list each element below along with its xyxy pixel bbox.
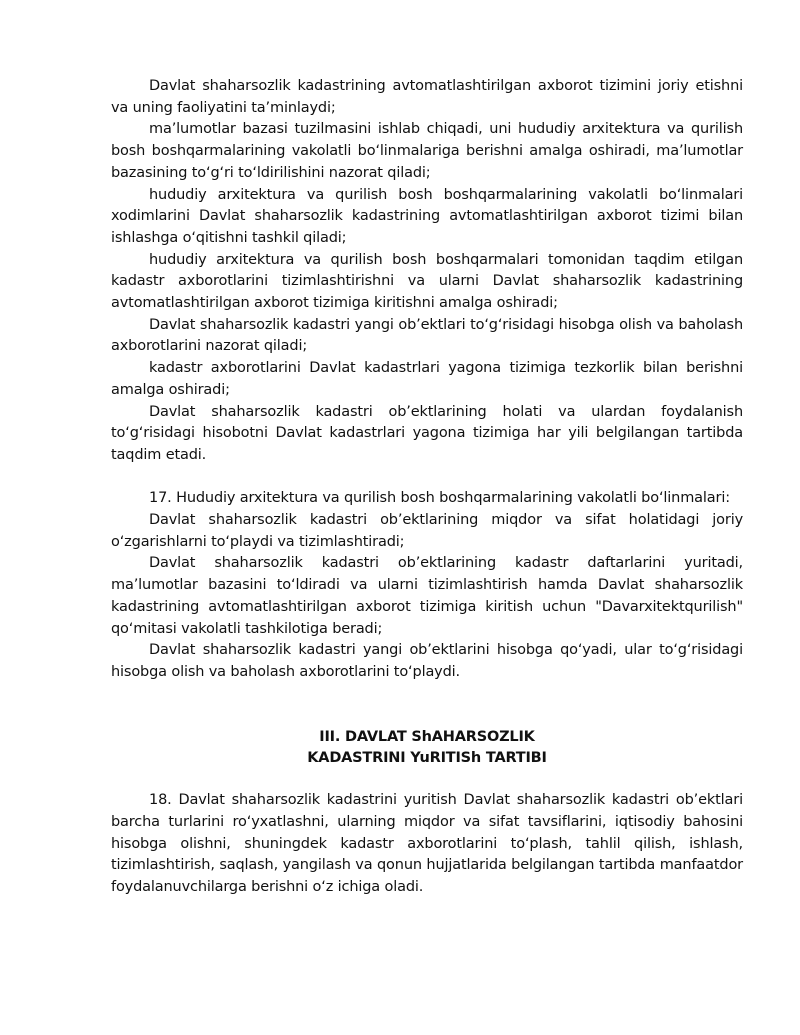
paragraph-16-item-1: Davlat shaharsozlik kadastrining avtomatlashtirilgan axborot tizimini joriy etishni va uning faoliyatini ta’minlaydi; xyxy=(111,78,743,116)
document-page xyxy=(111,76,743,899)
section-heading-line-2: KADASTRINI YuRITISh TARTIBI xyxy=(307,749,547,766)
paragraph-18: 18. Davlat shaharsozlik kadastrini yuritish Davlat shaharsozlik kadastri ob’ektlari barcha turlarini ro‘yxatlashni, ularning miqdor va sifat tavsiflarini, iqtisodiy bahosini hisobga olishni, shuningdek kadastr axborotlarini to‘plash, tahlil qilish, ishlash, tizimlashtirish, saqlash, yangilash va qonun hujjatlarida belgilangan tartibda manfaatdor foydalanuvchilarga berishni o‘z ichiga oladi. xyxy=(111,792,743,896)
spacer xyxy=(111,467,743,489)
section-heading-line-1: III. DAVLAT ShAHARSOZLIK xyxy=(319,728,535,745)
paragraph-16-item-5: Davlat shaharsozlik kadastri yangi ob’ektlari to‘g‘risidagi hisobga olish va baholash axborotlarini nazorat qiladi; xyxy=(111,316,743,355)
paragraph-17-intro: 17. Hududiy arxitektura va qurilish bosh boshqarmalarining vakolatli bo‘linmalari: xyxy=(149,490,730,507)
paragraph-16-item-6: kadastr axborotlarini Davlat kadastrlari yagona tizimiga tezkorlik bilan berishni amalga oshiradi; xyxy=(111,360,743,398)
paragraph-17-item-3: Davlat shaharsozlik kadastri yangi ob’ektlarini hisobga qo‘yadi, ular to‘g‘risidagi hisobga olish va baholash axborotlarini to‘playdi. xyxy=(111,642,743,680)
paragraph-17-item-2: Davlat shaharsozlik kadastri ob’ektlarining kadastr daftarlarini yuritadi, ma’lumotlar bazasini to‘ldiradi va ularni tizimlashtirish hamda Davlat shaharsozlik kadastrining avtomatlashtirilgan axborot tizimiga kiritish uchun "Davarxitektqurilish" qo‘mitasi vakolatli tashkilotiga beradi; xyxy=(111,555,743,637)
paragraph-16-item-4: hududiy arxitektura va qurilish bosh boshqarmalari tomonidan taqdim etilgan kadastr axborotlarini tizimlashtirishni va ularni Davlat shaharsozlik kadastrining avtomatlashtirilgan axborot tizimiga kiritishni amalga oshiradi; xyxy=(111,251,743,312)
paragraph-16-item-3: hududiy arxitektura va qurilish bosh boshqarmalarining vakolatli bo‘linmalari xodimlarini Davlat shaharsozlik kadastrining avtomatlashtirilgan axborot tizimi bilan ishlashga o‘qitishni tashkil qiladi; xyxy=(111,186,743,246)
paragraph-16-item-2: ma’lumotlar bazasi tuzilmasini ishlab chiqadi, uni hududiy arxitektura va qurilish bosh boshqarmalarining vakolatli bo‘linmalariga berishni amalga oshiradi, ma’lumotlar bazasining to‘g‘ri to‘ldirilishini nazorat qiladi; xyxy=(111,121,743,181)
paragraph-17-item-1: Davlat shaharsozlik kadastri ob’ektlarining miqdor va sifat holatidagi joriy o‘zgarishlarni to‘playdi va tizimlashtiradi; xyxy=(111,512,743,550)
spacer xyxy=(111,684,743,727)
paragraph-16-item-7: Davlat shaharsozlik kadastri ob’ektlarining holati va ulardan foydalanish to‘g‘risidagi hisobotni Davlat kadastrlari yagona tizimiga har yili belgilangan tartibda taqdim etadi. xyxy=(111,403,743,463)
spacer xyxy=(111,769,743,791)
